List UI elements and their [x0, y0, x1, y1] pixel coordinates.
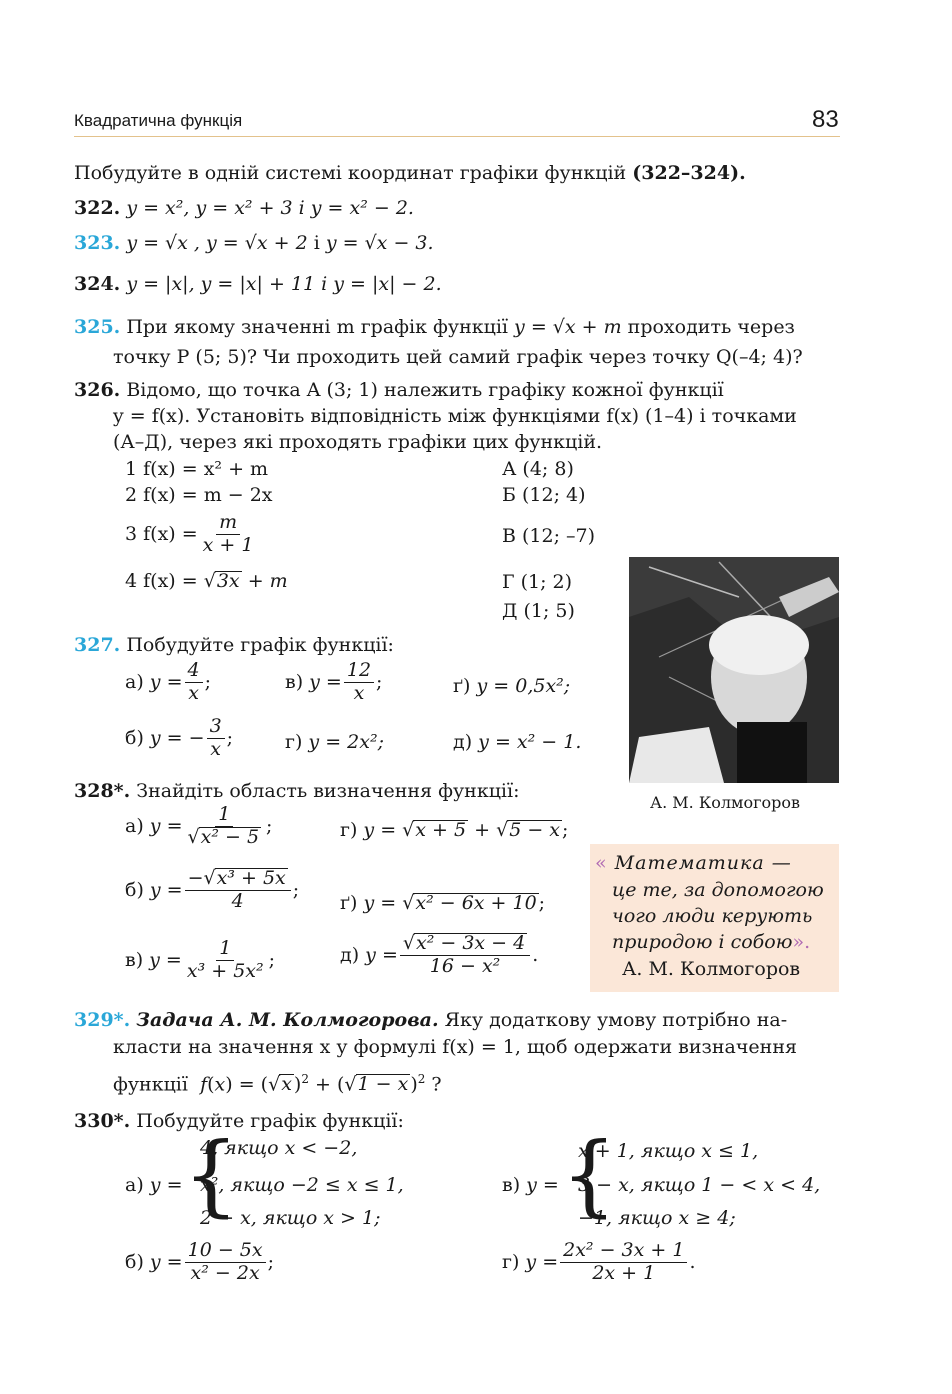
problem-322 [74, 197, 414, 220]
problem-number: 322. [74, 197, 121, 219]
problem-329-line2: класти на значення x у формулі f(x) = 1, щоб одержати визначення [113, 1036, 797, 1058]
conjunction: і [313, 232, 320, 254]
func-3 [125, 512, 258, 557]
quote-line-1: « Математика — [595, 852, 792, 874]
item-327-g1: ґ) y = 0,5x²; [453, 675, 571, 697]
page-number: 83 [812, 106, 839, 133]
problem-text-cont: проходить через [627, 316, 795, 338]
item-327-d: д) y = x² − 1. [453, 731, 582, 753]
problem-325-line2: точку P (5; 5)? Чи проходить цей самий графік через точку Q(–4; 4)? [113, 346, 803, 368]
problem-326-line3: (А–Д), через які проходять графіки цих функцій. [113, 431, 603, 453]
func-4-lhs: 4 f(x) = [125, 570, 198, 592]
item-328-v: в) y = $\frac{1}{\text{x³ + 5x²}}$ ; [125, 937, 276, 982]
func-2: 2 f(x) = m − 2x [125, 484, 273, 506]
case-a-1: 4, якщо x < −2, [200, 1137, 358, 1159]
brace-icon: { [183, 1123, 239, 1226]
item-330-g: г) y = $\frac{\text{2x² − 3x + 1}}{2x + 1}$ . [502, 1239, 696, 1284]
item-327-v: в) y = $\frac{12}{x}$ ; [285, 659, 383, 704]
item-330-b: б) y = $\frac{10 - 5x}{\text{x² − 2x}}$ ; [125, 1239, 274, 1284]
problem-text: Яку додаткову умову потрібно на- [444, 1009, 788, 1031]
item-328-a: а) y = $\frac{1}{\text{√x² − 5}}$ ; [125, 803, 273, 848]
problem-323 [74, 232, 434, 255]
case-v-1: x + 1, якщо x ≤ 1, [578, 1140, 759, 1162]
problem-number: 325. [74, 316, 121, 338]
item-327-a: а) y = $\frac{4}{x}$ ; [125, 659, 211, 704]
problem-title: Задача А. М. Колмогорова. [136, 1009, 439, 1031]
quote-author: А. М. Колмогоров [622, 958, 801, 980]
problem-329 [74, 1009, 787, 1032]
intro-text: Побудуйте в одній системі координат графіки функцій [74, 162, 633, 184]
problem-text: Побудуйте графік функції: [136, 1110, 404, 1132]
problem-text: Відомо, що точка A (3; 1) належить графіку кожної функції [126, 379, 724, 401]
problem-text: При якому значенні m графік функції [126, 316, 508, 338]
problem-number: 328*. [74, 780, 131, 802]
func-3-lhs: 3 f(x) = [125, 522, 198, 545]
problem-formula: y = x², y = x² + 3 і y = x² − 2. [126, 197, 414, 219]
item-328-g: г) y = √x + 5 + √5 − x ; [340, 819, 569, 841]
problem-formula: y = |x|, y = |x| + 11 і y = |x| − 2. [126, 273, 442, 295]
func-4: 4 f(x) = √3x + m [125, 570, 288, 592]
problem-formula: y = √x + m [514, 316, 622, 338]
point-d: Д (1; 5) [502, 600, 575, 622]
problem-326-line2: y = f(x). Установіть відповідність між функціями f(x) (1–4) і точками [113, 405, 797, 427]
quote-line-4: природою і собою». [612, 931, 811, 953]
quote-open-mark: « [595, 852, 608, 874]
formula-b: y = √x + 2 [206, 232, 308, 254]
func-4-radicand: 3x [216, 570, 240, 592]
intro-line [74, 162, 746, 185]
point-a: А (4; 8) [502, 458, 574, 480]
case-a-2: x², якщо −2 ≤ x ≤ 1, [200, 1174, 404, 1196]
item-327-b: б) y = − $\frac{3}{x}$ ; [125, 715, 234, 760]
running-header: Квадратична функція [74, 111, 243, 130]
problem-327 [74, 634, 394, 657]
problem-number: 327. [74, 634, 121, 656]
point-g: Г (1; 2) [502, 571, 573, 593]
header-rule [74, 136, 840, 137]
func-1: 1 f(x) = x² + m [125, 458, 269, 480]
point-v: В (12; –7) [502, 525, 596, 547]
problem-329-line3: функції f(x) = (√x )$^2$ + (√1 − x )$^2$ ? [113, 1072, 442, 1096]
intro-range: (322–324). [632, 162, 746, 184]
problem-number: 324. [74, 273, 121, 295]
formula-c: y = √x − 3. [325, 232, 434, 254]
item-328-g1: ґ) y = √x² − 6x + 10 ; [340, 892, 546, 914]
case-v-2: 3 − x, якщо 1 − < x < 4, [578, 1174, 821, 1196]
problem-324 [74, 273, 442, 296]
formula-a: y = √x , [126, 232, 200, 254]
problem-326 [74, 379, 724, 402]
item-327-g: г) y = 2x²; [285, 731, 384, 753]
item-328-b: б) y = $\frac{\text{−√x³ + 5x}}{4}$ ; [125, 867, 300, 912]
brace-icon: { [561, 1123, 617, 1226]
problem-328 [74, 780, 519, 803]
quote-line-3: чого люди керують [612, 905, 813, 927]
item-330-a-label: а) y = [125, 1174, 183, 1196]
func-4-tail: + m [247, 570, 288, 592]
kolmogorov-photo [629, 557, 839, 783]
problem-number: 323. [74, 232, 121, 254]
case-v-3: −1, якщо x ≥ 4; [578, 1207, 736, 1229]
point-b: Б (12; 4) [502, 484, 586, 506]
problem-number: 326. [74, 379, 121, 401]
problem-325 [74, 316, 795, 339]
problem-number: 329*. [74, 1009, 131, 1031]
problem-number: 330*. [74, 1110, 131, 1132]
case-a-3: 2 − x, якщо x > 1; [200, 1207, 381, 1229]
item-330-v-label: в) y = [502, 1174, 559, 1196]
func-3-fraction: $\frac{m}{x + 1}$ [202, 511, 254, 556]
item-328-d: д) y = $\frac{\text{√x² − 3x − 4}}{\text{16 − x²}}$ . [340, 932, 539, 977]
quote-line-2: це те, за допомогою [612, 879, 824, 901]
problem-text: Побудуйте графік функції: [126, 634, 394, 656]
quote-close-mark: ». [792, 931, 811, 953]
problem-text: Знайдіть область визначення функції: [136, 780, 520, 802]
photo-caption: А. М. Колмогоров [650, 793, 800, 812]
